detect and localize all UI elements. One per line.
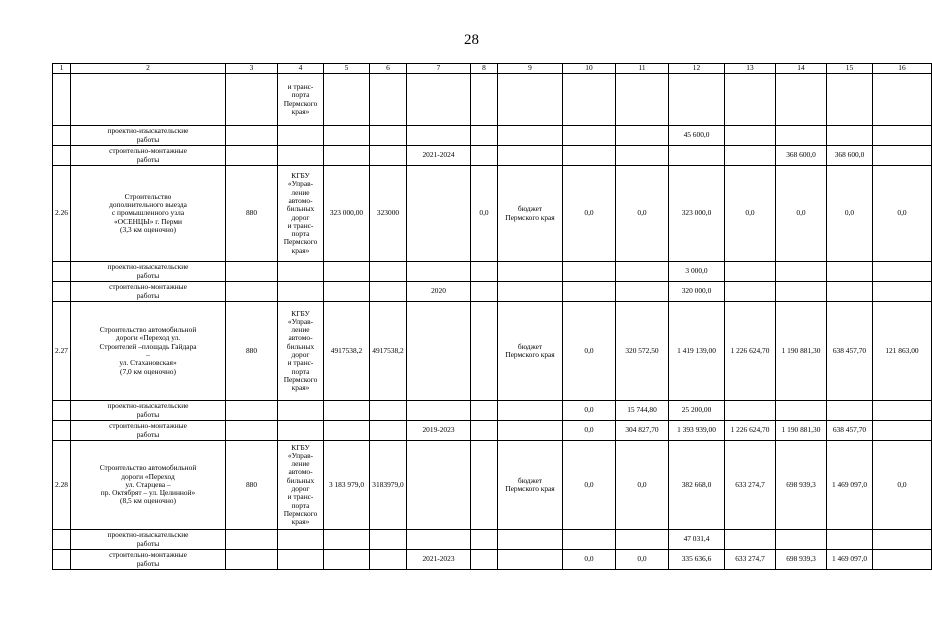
cell-col-8 <box>471 401 498 421</box>
header-cell-10: 10 <box>563 64 616 74</box>
cell-col-12: 1 393 939,00 <box>669 421 725 441</box>
cell-col-7: 2020 <box>407 282 471 302</box>
header-cell-2: 2 <box>71 64 226 74</box>
cell-col-6: 323000 <box>370 166 407 262</box>
cell-col-3 <box>226 282 278 302</box>
cell-col-1: 2.27 <box>53 302 71 401</box>
cell-col-7 <box>407 74 471 126</box>
cell-col-2: строительно-монтажные работы <box>71 146 226 166</box>
cell-col-2: проектно-изыскательские работы <box>71 401 226 421</box>
cell-col-9 <box>498 401 563 421</box>
cell-col-15: 1 469 097,0 <box>827 550 873 570</box>
cell-col-15: 638 457,70 <box>827 302 873 401</box>
cell-col-2: Строительство дополнительного выезда с промышленного узла «ОСЕНЦЫ» г. Перми (3,3 км оценочно) <box>71 166 226 262</box>
cell-col-6 <box>370 126 407 146</box>
cell-col-9 <box>498 282 563 302</box>
cell-col-8 <box>471 282 498 302</box>
cell-col-12 <box>669 146 725 166</box>
cell-col-4: и транс- порта Пермского края» <box>278 74 324 126</box>
cell-col-4 <box>278 530 324 550</box>
cell-col-15 <box>827 262 873 282</box>
cell-col-1 <box>53 550 71 570</box>
table-row <box>53 550 932 570</box>
cell-col-5: 3 183 979,0 <box>324 441 370 530</box>
cell-col-11 <box>616 74 669 126</box>
cell-col-9 <box>498 421 563 441</box>
cell-col-2: проектно-изыскательские работы <box>71 530 226 550</box>
cell-col-8 <box>471 126 498 146</box>
cell-col-16 <box>873 550 932 570</box>
table-row <box>53 441 932 530</box>
cell-col-15 <box>827 401 873 421</box>
cell-col-8 <box>471 421 498 441</box>
cell-col-2: строительно-монтажные работы <box>71 421 226 441</box>
cell-col-14 <box>776 126 827 146</box>
cell-col-1: 2.26 <box>53 166 71 262</box>
cell-col-16 <box>873 262 932 282</box>
cell-col-5 <box>324 530 370 550</box>
cell-col-11 <box>616 146 669 166</box>
cell-col-6 <box>370 282 407 302</box>
cell-col-9: бюджет Пермского края <box>498 441 563 530</box>
cell-col-5 <box>324 401 370 421</box>
cell-col-1 <box>53 74 71 126</box>
cell-col-3: 880 <box>226 302 278 401</box>
cell-col-3 <box>226 146 278 166</box>
cell-col-12: 3 000,0 <box>669 262 725 282</box>
cell-col-10: 0,0 <box>563 441 616 530</box>
cell-col-4 <box>278 262 324 282</box>
table-row <box>53 282 932 302</box>
table-row <box>53 530 932 550</box>
cell-col-11 <box>616 262 669 282</box>
cell-col-13 <box>725 530 776 550</box>
cell-col-14: 368 600,0 <box>776 146 827 166</box>
header-cell-11: 11 <box>616 64 669 74</box>
cell-col-13: 1 226 624,70 <box>725 421 776 441</box>
header-cell-15: 15 <box>827 64 873 74</box>
cell-col-6 <box>370 146 407 166</box>
cell-col-5 <box>324 550 370 570</box>
cell-col-1: 2.28 <box>53 441 71 530</box>
cell-col-7 <box>407 441 471 530</box>
cell-col-13 <box>725 262 776 282</box>
cell-col-15 <box>827 530 873 550</box>
cell-col-14: 698 939,3 <box>776 441 827 530</box>
cell-col-7 <box>407 262 471 282</box>
cell-col-14 <box>776 74 827 126</box>
cell-col-2: Строительство автомобильной дороги «Переход ул. Строителей –площадь Гайдара – ул. Стахановская» (7,0 км оценочно) <box>71 302 226 401</box>
cell-col-10 <box>563 282 616 302</box>
cell-col-8: 0,0 <box>471 166 498 262</box>
cell-col-14: 698 939,3 <box>776 550 827 570</box>
cell-col-2: Строительство автомобильной дороги «Переход ул. Старцева – пр. Октябрят – ул. Целинной» (8,5 км оценочно) <box>71 441 226 530</box>
header-cell-4: 4 <box>278 64 324 74</box>
cell-col-3 <box>226 401 278 421</box>
cell-col-11: 320 572,50 <box>616 302 669 401</box>
cell-col-12: 47 031,4 <box>669 530 725 550</box>
cell-col-1 <box>53 282 71 302</box>
header-row <box>53 64 932 74</box>
cell-col-14 <box>776 530 827 550</box>
cell-col-2: проектно-изыскательские работы <box>71 262 226 282</box>
cell-col-7 <box>407 302 471 401</box>
header-cell-5: 5 <box>324 64 370 74</box>
header-cell-14: 14 <box>776 64 827 74</box>
cell-col-7 <box>407 401 471 421</box>
cell-col-14: 0,0 <box>776 166 827 262</box>
cell-col-15: 368 600,0 <box>827 146 873 166</box>
cell-col-13 <box>725 401 776 421</box>
cell-col-10 <box>563 74 616 126</box>
cell-col-9 <box>498 530 563 550</box>
cell-col-12: 1 419 139,00 <box>669 302 725 401</box>
cell-col-11: 15 744,80 <box>616 401 669 421</box>
cell-col-3 <box>226 74 278 126</box>
cell-col-5: 323 000,00 <box>324 166 370 262</box>
cell-col-13 <box>725 146 776 166</box>
cell-col-16 <box>873 126 932 146</box>
cell-col-5 <box>324 421 370 441</box>
cell-col-4 <box>278 421 324 441</box>
cell-col-8 <box>471 74 498 126</box>
cell-col-16 <box>873 74 932 126</box>
header-cell-8: 8 <box>471 64 498 74</box>
cell-col-4 <box>278 126 324 146</box>
cell-col-10: 0,0 <box>563 421 616 441</box>
cell-col-4 <box>278 550 324 570</box>
cell-col-1 <box>53 126 71 146</box>
cell-col-7: 2021-2024 <box>407 146 471 166</box>
cell-col-10: 0,0 <box>563 166 616 262</box>
cell-col-6 <box>370 401 407 421</box>
cell-col-3 <box>226 550 278 570</box>
cell-col-15 <box>827 282 873 302</box>
cell-col-3 <box>226 262 278 282</box>
cell-col-3: 880 <box>226 166 278 262</box>
cell-col-14 <box>776 282 827 302</box>
cell-col-16 <box>873 401 932 421</box>
cell-col-2: строительно-монтажные работы <box>71 282 226 302</box>
table-row <box>53 302 932 401</box>
cell-col-5 <box>324 262 370 282</box>
cell-col-5 <box>324 282 370 302</box>
table-row <box>53 74 932 126</box>
cell-col-7 <box>407 126 471 146</box>
cell-col-7: 2019-2023 <box>407 421 471 441</box>
cell-col-4: КГБУ «Управ- ление автомо- бильных дорог и транс- порта Пермского края» <box>278 441 324 530</box>
cell-col-13: 0,0 <box>725 166 776 262</box>
cell-col-3 <box>226 530 278 550</box>
cell-col-6: 3183979,0 <box>370 441 407 530</box>
cell-col-10: 0,0 <box>563 401 616 421</box>
table-row <box>53 262 932 282</box>
cell-col-8 <box>471 441 498 530</box>
cell-col-9 <box>498 146 563 166</box>
cell-col-9: бюджет Пермского края <box>498 166 563 262</box>
cell-col-12: 382 668,0 <box>669 441 725 530</box>
cell-col-9 <box>498 262 563 282</box>
header-cell-16: 16 <box>873 64 932 74</box>
cell-col-7 <box>407 166 471 262</box>
cell-col-9 <box>498 74 563 126</box>
cell-col-6 <box>370 74 407 126</box>
financing-table <box>52 63 932 570</box>
cell-col-11: 0,0 <box>616 550 669 570</box>
cell-col-13: 1 226 624,70 <box>725 302 776 401</box>
cell-col-12: 335 636,6 <box>669 550 725 570</box>
cell-col-5 <box>324 74 370 126</box>
cell-col-8 <box>471 146 498 166</box>
cell-col-3 <box>226 126 278 146</box>
cell-col-1 <box>53 530 71 550</box>
cell-col-4 <box>278 401 324 421</box>
header-cell-7: 7 <box>407 64 471 74</box>
cell-col-15 <box>827 126 873 146</box>
cell-col-13 <box>725 282 776 302</box>
cell-col-12: 45 600,0 <box>669 126 725 146</box>
cell-col-11 <box>616 126 669 146</box>
cell-col-9 <box>498 126 563 146</box>
cell-col-11: 0,0 <box>616 441 669 530</box>
cell-col-10 <box>563 530 616 550</box>
cell-col-10: 0,0 <box>563 550 616 570</box>
cell-col-12: 323 000,0 <box>669 166 725 262</box>
cell-col-16 <box>873 146 932 166</box>
cell-col-1 <box>53 401 71 421</box>
cell-col-5 <box>324 146 370 166</box>
cell-col-4: КГБУ «Управ- ление автомо- бильных дорог и транс- порта Пермского края» <box>278 166 324 262</box>
cell-col-12: 25 200,00 <box>669 401 725 421</box>
cell-col-16 <box>873 530 932 550</box>
cell-col-8 <box>471 302 498 401</box>
table-row <box>53 126 932 146</box>
header-cell-6: 6 <box>370 64 407 74</box>
cell-col-16 <box>873 282 932 302</box>
cell-col-11 <box>616 282 669 302</box>
cell-col-8 <box>471 262 498 282</box>
header-cell-9: 9 <box>498 64 563 74</box>
table-row <box>53 166 932 262</box>
cell-col-14 <box>776 401 827 421</box>
header-cell-1: 1 <box>53 64 71 74</box>
cell-col-3 <box>226 421 278 441</box>
cell-col-8 <box>471 550 498 570</box>
cell-col-6 <box>370 262 407 282</box>
cell-col-6 <box>370 530 407 550</box>
cell-col-13: 633 274,7 <box>725 441 776 530</box>
cell-col-13 <box>725 126 776 146</box>
header-cell-13: 13 <box>725 64 776 74</box>
cell-col-15 <box>827 74 873 126</box>
cell-col-14: 1 190 881,30 <box>776 421 827 441</box>
cell-col-5: 4917538,2 <box>324 302 370 401</box>
table-row <box>53 421 932 441</box>
cell-col-4 <box>278 146 324 166</box>
cell-col-7 <box>407 530 471 550</box>
cell-col-1 <box>53 146 71 166</box>
cell-col-10 <box>563 126 616 146</box>
cell-col-13: 633 274,7 <box>725 550 776 570</box>
page-number: 28 <box>464 32 479 48</box>
header-cell-12: 12 <box>669 64 725 74</box>
cell-col-1 <box>53 262 71 282</box>
cell-col-14: 1 190 881,30 <box>776 302 827 401</box>
cell-col-11 <box>616 530 669 550</box>
table-row <box>53 146 932 166</box>
cell-col-9: бюджет Пермского края <box>498 302 563 401</box>
cell-col-4: КГБУ «Управ- ление автомо- бильных дорог и транс- порта Пермского края» <box>278 302 324 401</box>
cell-col-2: проектно-изыскательские работы <box>71 126 226 146</box>
cell-col-6: 4917538,2 <box>370 302 407 401</box>
cell-col-11: 0,0 <box>616 166 669 262</box>
cell-col-8 <box>471 530 498 550</box>
cell-col-12: 320 000,0 <box>669 282 725 302</box>
cell-col-14 <box>776 262 827 282</box>
cell-col-6 <box>370 421 407 441</box>
cell-col-10: 0,0 <box>563 302 616 401</box>
cell-col-16 <box>873 421 932 441</box>
cell-col-4 <box>278 282 324 302</box>
cell-col-13 <box>725 74 776 126</box>
cell-col-15: 638 457,70 <box>827 421 873 441</box>
cell-col-3: 880 <box>226 441 278 530</box>
cell-col-10 <box>563 146 616 166</box>
cell-col-15: 0,0 <box>827 166 873 262</box>
cell-col-16: 0,0 <box>873 441 932 530</box>
cell-col-16: 121 863,00 <box>873 302 932 401</box>
cell-col-10 <box>563 262 616 282</box>
cell-col-11: 304 827,70 <box>616 421 669 441</box>
cell-col-12 <box>669 74 725 126</box>
cell-col-16: 0,0 <box>873 166 932 262</box>
header-cell-3: 3 <box>226 64 278 74</box>
table-row <box>53 401 932 421</box>
cell-col-5 <box>324 126 370 146</box>
cell-col-15: 1 469 097,0 <box>827 441 873 530</box>
cell-col-6 <box>370 550 407 570</box>
cell-col-2 <box>71 74 226 126</box>
cell-col-2: строительно-монтажные работы <box>71 550 226 570</box>
cell-col-7: 2021-2023 <box>407 550 471 570</box>
cell-col-9 <box>498 550 563 570</box>
cell-col-1 <box>53 421 71 441</box>
